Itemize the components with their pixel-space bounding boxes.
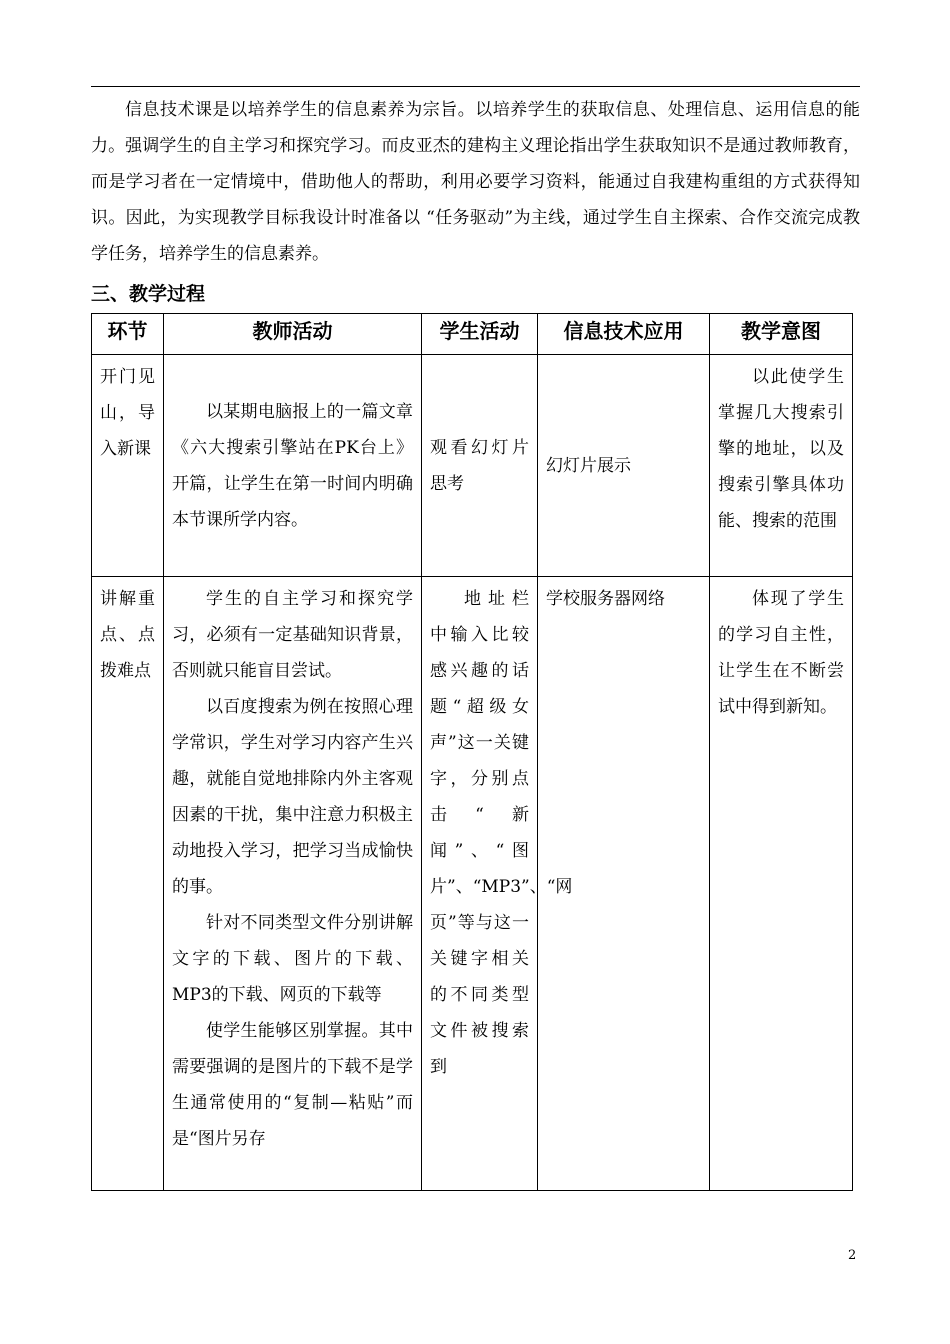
header-rule <box>91 86 860 87</box>
table-row <box>92 355 853 577</box>
header-teacher-activity: 教师活动 <box>164 314 422 355</box>
section-title: 三、教学过程 <box>91 283 206 305</box>
teacher-activity-cell <box>164 577 422 1191</box>
stage-cell: 开门见山，导入新课 <box>92 355 164 577</box>
teacher-paragraph: 以某期电脑报上的一篇文章《六大搜索引擎站在PK台上》开篇，让学生在第一时间内明确本节课所学内容。 <box>172 401 413 530</box>
student-activity-cell: 地址栏中输入比较感兴趣的话题“超级女声”这一关键字，分别点击“新闻”、“图片”、“MP3”、“网页”等与这一关键字相关的不同类型文件被搜索到 <box>422 577 538 1191</box>
teaching-intent-cell: 以此使学生掌握几大搜索引擎的地址，以及搜索引擎具体功能、搜索的范围 <box>710 355 853 577</box>
teacher-paragraph: 以百度搜索为例在按照心理学常识，学生对学习内容产生兴趣，就能自觉地排除内外主客观因素的干扰，集中注意力积极主动地投入学习，把学习当成愉快的事。 <box>172 697 413 897</box>
page-number: 2 <box>848 1248 857 1263</box>
teaching-intent-cell: 体现了学生的学习自主性，让学生在不断尝试中得到新知。 <box>710 577 853 1191</box>
teaching-process-table <box>91 313 853 1191</box>
intro-paragraph <box>91 92 860 272</box>
header-teaching-intent: 教学意图 <box>710 314 853 355</box>
table-header-row <box>92 314 853 355</box>
stage-cell: 讲解重点、点拨难点 <box>92 577 164 1191</box>
teacher-activity-cell <box>164 355 422 577</box>
header-student-activity: 学生活动 <box>422 314 538 355</box>
tech-application-cell: 幻灯片展示 <box>538 355 710 577</box>
header-stage: 环节 <box>92 314 164 355</box>
intro-text: 信息技术课是以培养学生的信息素养为宗旨。以培养学生的获取信息、处理信息、运用信息的能力。强调学生的自主学习和探究学习。而皮亚杰的建构主义理论指出学生获取知识不是通过教师教育，而是学习者在一定情境中，借助他人的帮助，利用必要学习资料，能通过自我建构重组的方式获得知识。因此，为实现教学目标我设计时准备以 “任务驱动”为主线，通过学生自主探索、合作交流完成教学任务，培养学生的信息素养。 <box>91 100 860 264</box>
teacher-paragraph: 学生的自主学习和探究学习，必须有一定基础知识背景，否则就只能盲目尝试。 <box>172 589 413 681</box>
tech-application-cell: 学校服务器网络 <box>538 577 710 1191</box>
student-activity-cell: 观看幻灯片思考 <box>422 355 538 577</box>
table-row <box>92 577 853 1191</box>
teacher-paragraph: 使学生能够区别掌握。其中需要强调的是图片的下载不是学生通常使用的“复制—粘贴”而是“图片另存 <box>172 1021 413 1149</box>
teacher-paragraph: 针对不同类型文件分别讲解文字的下载、图片的下载、MP3的下载、网页的下载等 <box>172 913 413 1005</box>
header-tech-application: 信息技术应用 <box>538 314 710 355</box>
